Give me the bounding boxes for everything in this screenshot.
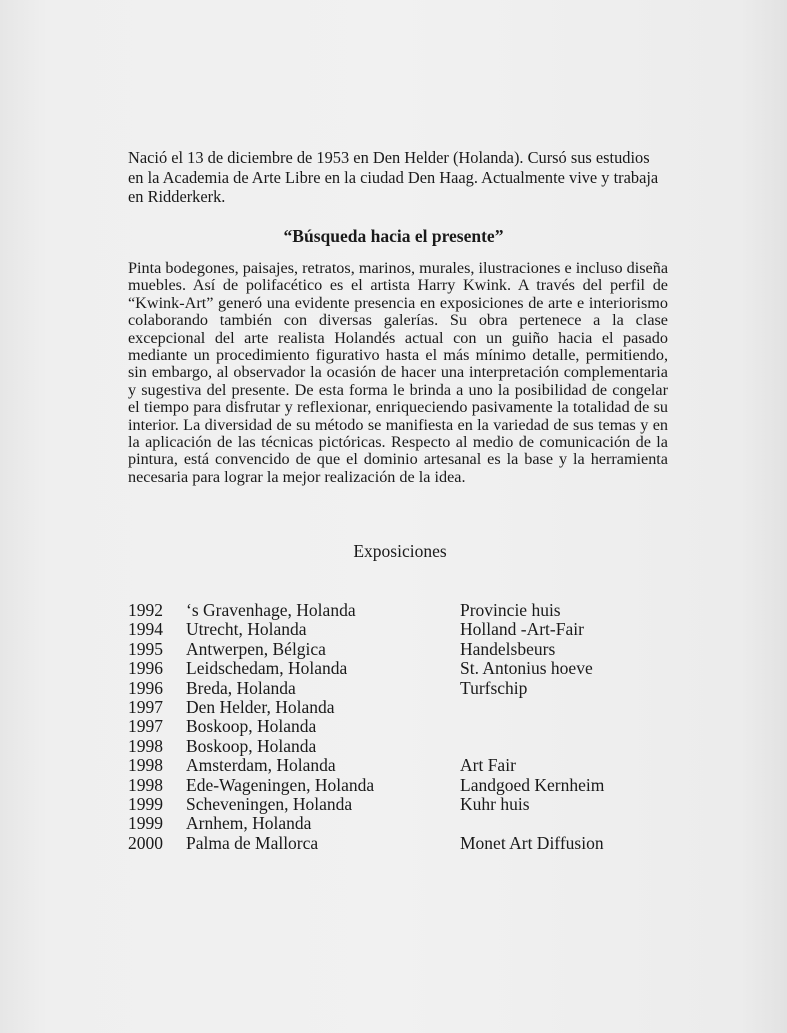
- exhibition-year: 1998: [128, 735, 163, 756]
- exhibition-venue: St. Antonius hoeve: [460, 658, 593, 679]
- exhibitions-title: Exposiciones: [353, 541, 447, 561]
- exhibition-year: 2000: [128, 832, 163, 853]
- exhibition-row: [128, 620, 648, 639]
- exhibition-venue: Art Fair: [460, 755, 516, 776]
- intro-paragraph: Nació el 13 de diciembre de 1953 en Den Helder (Holanda). Cursó sus estudios en la Academia de Arte Libre en la ciudad Den Haag. Actualmente vive y trabaja en Ridderkerk.: [128, 148, 659, 206]
- exhibition-row: [128, 795, 648, 814]
- exhibition-place: Utrecht, Holanda: [186, 619, 307, 640]
- exhibition-row: [128, 679, 648, 698]
- exhibition-year: 1996: [128, 658, 163, 679]
- exhibition-place: ‘s Gravenhage, Holanda: [186, 600, 356, 620]
- body-text: Pinta bodegones, paisajes, retratos, marinos, murales, ilustraciones e incluso diseña muebles. Así de polifacético es el artista Harry Kwink. A través del perfil de “Kwink-Art” generó una evidente presencia en exposiciones de arte e interiorismo colaborando también con diversas galerías. Su obra pertenece a la clase excepcional del arte realista Holandés actual con un guiño hacia el pasado mediante un procedimiento figurativo hasta el más mínimo detalle, permitiendo, sin embargo, al observador la ocasión de hacer una interpretación complementaria y sugestiva del presente. De esta forma le brinda a uno la posibilidad de congelar el tiempo para disfrutar y reflexionar, enriqueciendo pasivamente la totalidad de su interior. La diversidad de su método se manifiesta en la variedad de sus temas y en la aplicación de las técnicas pictóricas. Respecto al medio de comunicación de la pintura, está convencido de que el dominio artesanal es la base y la herramienta necesaria para lograr la mejor realización de la idea.: [128, 259, 668, 486]
- exhibition-year: 1996: [128, 677, 163, 698]
- exhibition-row: [128, 756, 648, 775]
- exhibition-row: [128, 698, 648, 717]
- exhibition-year: 1999: [128, 793, 163, 814]
- exhibition-venue: Provincie huis: [460, 600, 561, 620]
- section-heading: “Búsqueda hacia el presente”: [283, 226, 504, 246]
- exhibition-place: Palma de Mallorca: [186, 832, 319, 853]
- exhibition-place: Amsterdam, Holanda: [186, 755, 336, 776]
- exhibition-venue: Landgoed Kernheim: [460, 774, 605, 795]
- exhibition-year: 1998: [128, 755, 163, 776]
- exhibition-venue: Monet Art Diffusion: [460, 832, 604, 853]
- exhibition-row: [128, 776, 648, 795]
- exhibition-venue: [460, 737, 660, 756]
- exhibition-place: Boskoop, Holanda: [186, 716, 317, 737]
- exhibition-venue: Turfschip: [460, 677, 528, 698]
- exhibition-row: [128, 640, 648, 659]
- exhibitions-list: [128, 601, 648, 853]
- exhibition-venue: [460, 717, 660, 736]
- exhibition-row: [128, 601, 648, 620]
- exhibition-row: [128, 717, 648, 736]
- exhibition-year: 1994: [128, 619, 163, 640]
- exhibition-year: 1992: [128, 600, 163, 620]
- exhibition-place: Leidschedam, Holanda: [186, 658, 348, 679]
- exhibition-place: Breda, Holanda: [186, 677, 296, 698]
- exhibition-year: 1997: [128, 716, 163, 737]
- exhibition-row: [128, 834, 648, 853]
- exhibition-year: 1997: [128, 696, 163, 717]
- exhibition-place: Den Helder, Holanda: [186, 696, 335, 717]
- exhibition-venue: Holland -Art-Fair: [460, 619, 584, 640]
- exhibition-place: Arnhem, Holanda: [186, 813, 312, 834]
- exhibition-place: Antwerpen, Bélgica: [186, 638, 326, 659]
- body-paragraph: [128, 260, 668, 486]
- exhibition-venue: [460, 698, 660, 717]
- exhibition-place: Scheveningen, Holanda: [186, 793, 353, 814]
- exhibition-year: 1999: [128, 813, 163, 834]
- exhibition-venue: Kuhr huis: [460, 793, 530, 814]
- exhibition-venue: [460, 814, 660, 833]
- exhibition-row: [128, 737, 648, 756]
- exhibition-venue: Handelsbeurs: [460, 638, 556, 659]
- exhibition-place: Boskoop, Holanda: [186, 735, 317, 756]
- exhibition-year: 1995: [128, 638, 163, 659]
- exhibition-row: [128, 659, 648, 678]
- exhibition-year: 1998: [128, 774, 163, 795]
- exhibition-place: Ede-Wageningen, Holanda: [186, 774, 375, 795]
- exhibition-row: [128, 814, 648, 833]
